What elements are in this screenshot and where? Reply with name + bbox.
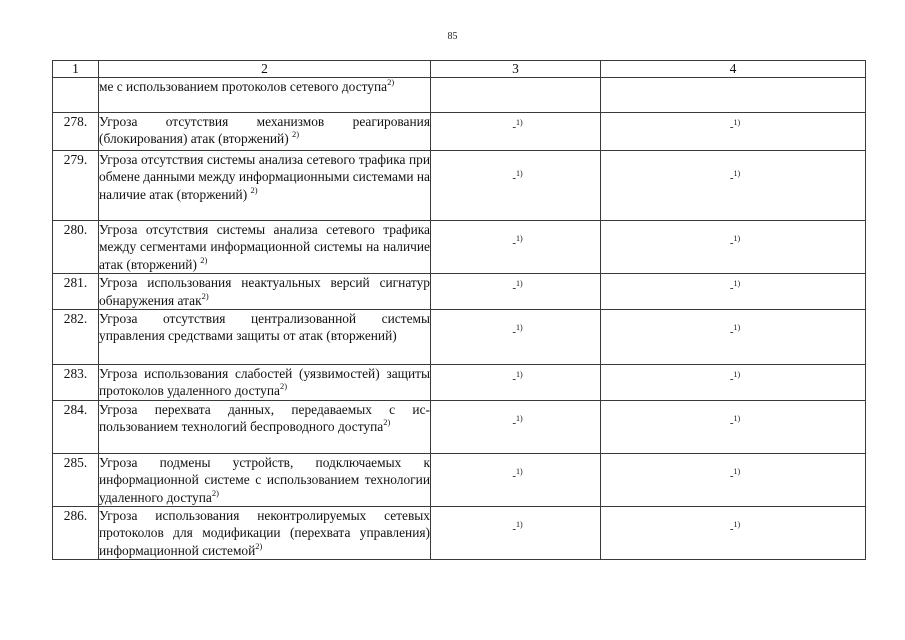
table-row (53, 400, 866, 453)
row-col3 (431, 151, 601, 221)
row-number: 278. (53, 113, 99, 151)
row-col4 (601, 78, 866, 113)
column-header-4: 4 (601, 61, 866, 78)
value-dash: - (512, 523, 516, 536)
row-number: 283. (53, 365, 99, 401)
row-number: 285. (53, 453, 99, 506)
table-row (53, 453, 866, 506)
column-header-2: 2 (99, 61, 431, 78)
description-text: Угроза отсутствия системы анализа сетевого трафика при обмене данными между информационными системами на наличие атак (вторжений) (99, 152, 430, 202)
row-col3 (431, 365, 601, 401)
table-row-continuation (53, 78, 866, 113)
row-col4 (601, 365, 866, 401)
description-text: Угроза отсутствия системы анализа сетевого трафика между сегментами информационной системы на наличие атак (вторжений) (99, 222, 430, 272)
row-col3 (431, 78, 601, 113)
value-dash: - (512, 121, 516, 133)
footnote-ref: 1) (733, 466, 741, 476)
row-number: 279. (53, 151, 99, 221)
footnote-ref: 2) (383, 417, 391, 428)
footnote-ref: 1) (733, 520, 741, 530)
value-dash: - (729, 416, 734, 429)
table-row (53, 274, 866, 310)
value-dash: - (512, 373, 516, 386)
value-dash: - (512, 237, 516, 249)
description-text: ме с использованием протоколов сетевого доступа (99, 79, 388, 94)
row-col3 (431, 113, 601, 151)
row-col3 (431, 453, 601, 506)
footnote-ref: 1) (733, 279, 741, 289)
value-dash: - (512, 172, 516, 184)
footnote-ref: 2) (201, 290, 209, 301)
threats-table (52, 60, 866, 560)
footnote-ref: 2) (292, 129, 300, 140)
table-row (53, 113, 866, 151)
column-header-3: 3 (431, 61, 601, 78)
value-dash: - (729, 172, 734, 184)
footnote-ref: 2) (255, 540, 263, 551)
footnote-ref: 2) (387, 77, 395, 87)
value-dash: - (512, 326, 516, 339)
row-description (99, 274, 431, 310)
table-row (53, 507, 866, 560)
description-text: Угроза отсутствия механизмов реагирования (блокирования) атак (вторжений) (99, 114, 430, 147)
row-col4 (601, 400, 866, 453)
value-dash: - (512, 282, 516, 295)
row-col4 (601, 274, 866, 310)
footnote-ref: 1) (733, 234, 741, 243)
table-row (53, 365, 866, 401)
row-number (53, 78, 99, 113)
row-col4 (601, 453, 866, 506)
page-number: 85 (447, 31, 458, 42)
description-text: Угроза отсутствия централизованной системы управления средствами защиты от атак (вторжений) (99, 311, 430, 344)
row-col4 (601, 310, 866, 365)
value-dash: - (512, 416, 516, 429)
row-col3 (431, 274, 601, 310)
value-dash: - (729, 326, 734, 339)
value-dash: - (729, 373, 734, 386)
description-text: Угроза использования неактуальных версий сигнатур обнаружения атак (99, 275, 430, 308)
row-col4 (601, 507, 866, 560)
footnote-ref: 1) (733, 413, 741, 423)
column-header-1: 1 (53, 61, 99, 78)
footnote-ref: 1) (516, 118, 523, 127)
description-text: Угроза перехвата данных, передаваемых с использованием технологий беспроводного доступа (99, 401, 430, 435)
value-dash: - (512, 469, 516, 482)
footnote-ref: 2) (200, 254, 208, 265)
description-text: Угроза использования слабостей (уязвимостей) защиты протоколов удаленного доступа (99, 366, 430, 399)
value-dash: - (729, 237, 734, 249)
row-description (99, 365, 431, 401)
description-text: Угроза использования неконтролируемых сетевых протоколов для модификации (перехвата управления) информационной системой (99, 508, 430, 558)
footnote-ref: 1) (516, 323, 523, 333)
table-row (53, 221, 866, 274)
footnote-ref: 1) (516, 279, 523, 289)
row-col4 (601, 113, 866, 151)
row-description (99, 310, 431, 365)
row-description (99, 113, 431, 151)
value-dash: - (729, 121, 734, 133)
footnote-ref: 2) (211, 487, 219, 498)
footnote-ref: 2) (280, 381, 288, 392)
footnote-ref: 1) (516, 520, 523, 530)
row-col3 (431, 221, 601, 274)
row-description (99, 507, 431, 560)
row-number: 282. (53, 310, 99, 365)
table-header-row (53, 61, 866, 78)
row-description (99, 221, 431, 274)
row-col4 (601, 221, 866, 274)
value-dash: - (729, 282, 734, 295)
footnote-ref: 1) (516, 169, 523, 178)
footnote-ref: 1) (733, 370, 741, 380)
footnote-ref: 1) (516, 370, 523, 380)
footnote-ref: 1) (516, 413, 523, 423)
table-row (53, 310, 866, 365)
row-col3 (431, 310, 601, 365)
row-description (99, 400, 431, 453)
row-number: 286. (53, 507, 99, 560)
footnote-ref: 1) (516, 466, 523, 476)
row-number: 281. (53, 274, 99, 310)
row-description (99, 151, 431, 221)
row-description (99, 453, 431, 506)
row-col4 (601, 151, 866, 221)
footnote-ref: 1) (733, 118, 741, 127)
table-row (53, 151, 866, 221)
footnote-ref: 1) (516, 234, 523, 243)
footnote-ref: 2) (250, 184, 258, 195)
footnote-ref: 1) (733, 169, 741, 178)
row-col3 (431, 400, 601, 453)
row-number: 280. (53, 221, 99, 274)
description-text: Угроза подмены устройств, подключаемых к информационной системе с использованием технологии удаленного доступа (99, 454, 430, 505)
row-number: 284. (53, 400, 99, 453)
row-col3 (431, 507, 601, 560)
value-dash: - (729, 523, 734, 536)
footnote-ref: 1) (733, 323, 741, 333)
value-dash: - (729, 469, 734, 482)
row-description (99, 78, 431, 113)
